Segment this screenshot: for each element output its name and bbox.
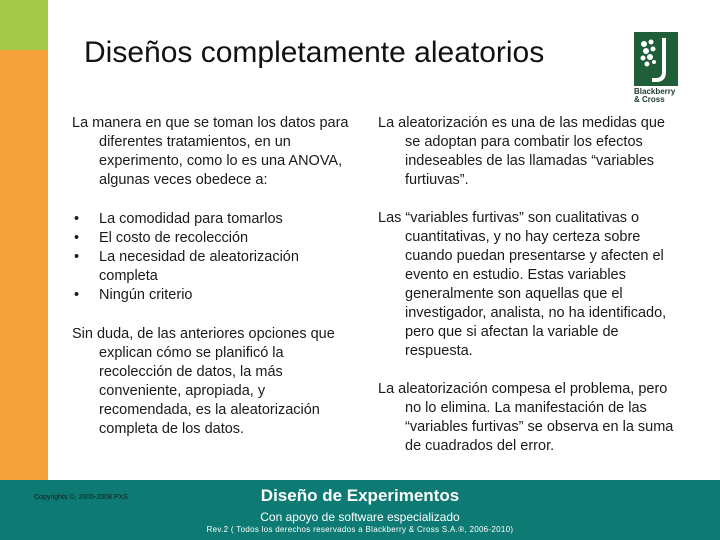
bullet-icon: • [74, 287, 80, 303]
logo-mark [634, 32, 678, 86]
list-item: • Ningún criterio [74, 287, 193, 303]
conclusion-paragraph: Sin duda, de las anteriores opciones que explican cómo se planificó la recolección de datos, la más conveniente, apropiada, y recomendada, es la aleatorización completa de los datos. [72, 326, 335, 437]
footer-revision: Rev.2 ( Todos los derechos reservados a Blackberry & Cross S.A.®, 2006-2010) [206, 525, 514, 534]
accent-bar-orange [0, 50, 48, 480]
bullet-icon: • [74, 211, 80, 227]
list-item: • El costo de recolección [74, 230, 249, 246]
left-column [72, 114, 352, 439]
footer-bar [0, 480, 720, 540]
bullet-icon: • [74, 249, 80, 265]
logo-text [634, 88, 678, 104]
company-logo [634, 32, 678, 102]
blackberry-logo-icon [634, 32, 678, 86]
copyright-text: Copyrights ©, 2005-2008 PXS [34, 494, 128, 501]
list-item: • La necesidad de aleatorización completa [74, 249, 299, 284]
bullet-list [72, 210, 352, 305]
footer-title: Diseño de Experimentos [260, 486, 460, 505]
compensation-paragraph: La aleatorización compesa el problema, pero no lo elimina. La manifestación de las “variables furtivas” se observa en la suma de cuadrados del error. [378, 381, 674, 454]
bullet-icon: • [74, 230, 80, 246]
accent-bar-green [0, 0, 48, 50]
footer-subtitle: Con apoyo de software especializado [260, 510, 460, 524]
lurking-variables-paragraph: Las “variables furtivas” son cualitativas o cuantitativas, y no hay certeza sobre cuando puedan presentarse y afecten el evento en estudio. Estas variables generalmente son aquellas que el investigador, analista, no ha identificado, pero que si afectan la variable de respuesta. [378, 210, 667, 359]
intro-paragraph: La manera en que se toman los datos para diferentes tratamientos, en un experimento, como lo es una ANOVA, algunas veces obedece a: [72, 115, 349, 188]
slide-title: Diseños completamente aleatorios [84, 36, 545, 69]
randomization-paragraph: La aleatorización es una de las medidas que se adoptan para combatir los efectos indeseables de las llamadas “variables furtiuvas”. [378, 115, 665, 188]
logo-line2: & Cross [634, 95, 665, 104]
list-item: • La comodidad para tomarlos [74, 211, 283, 227]
logo-line1: Blackberry [634, 87, 676, 96]
right-column [378, 114, 683, 456]
